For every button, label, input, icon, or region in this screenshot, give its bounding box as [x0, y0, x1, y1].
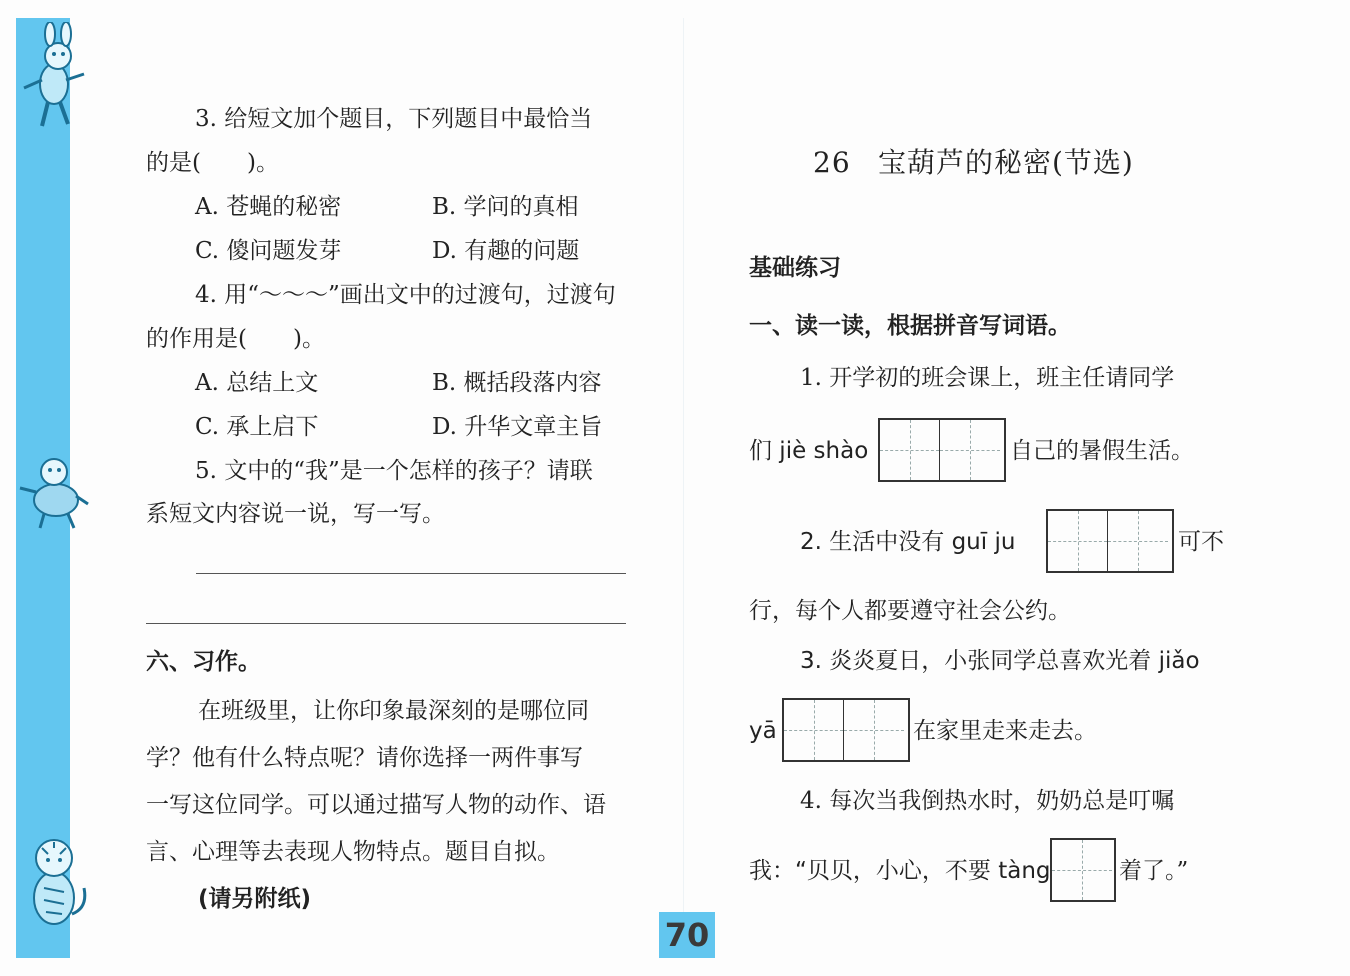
item3-line1: 3. 炎炎夏日，小张同学总喜欢光着 jiǎo — [800, 648, 1200, 674]
q3-text-line2: 的是( )。 — [146, 150, 279, 176]
writing-cell[interactable] — [1108, 511, 1168, 571]
item2-suffix: 可不 — [1178, 529, 1224, 555]
item1-pinyin: 们 jiè shào — [749, 438, 869, 464]
item4-prefix: 我：“贝贝，小心，不要 tàng — [749, 858, 1051, 884]
item3-suffix: 在家里走来走去。 — [913, 718, 1097, 744]
writing-cell[interactable] — [844, 700, 904, 760]
writing-cell[interactable] — [880, 420, 940, 480]
q3-text-line1: 3. 给短文加个题目，下列题目中最恰当 — [195, 106, 593, 132]
turtle-mascot-icon — [14, 448, 94, 538]
essay-prompt-line: 学？他有什么特点呢？请你选择一两件事写 — [146, 745, 583, 771]
essay-prompt-line: 言、心理等去表现人物特点。题目自拟。 — [146, 839, 560, 865]
item2-prefix: 2. 生活中没有 guī ju — [800, 529, 1016, 555]
lesson-number: 26 — [813, 146, 851, 179]
q5-text-line2: 系短文内容说一说，写一写。 — [146, 501, 445, 527]
essay-prompt-line: 一写这位同学。可以通过描写人物的动作、语 — [146, 792, 606, 818]
item1-line1: 1. 开学初的班会课上，班主任请同学 — [800, 365, 1175, 391]
page-gutter — [683, 18, 684, 958]
item1-writing-grid[interactable] — [878, 418, 1006, 482]
q4-option-b: B. 概括段落内容 — [432, 370, 602, 396]
basic-practice-heading: 基础练习 — [749, 255, 841, 281]
item3-writing-grid[interactable] — [782, 698, 910, 762]
part1-heading: 一、读一读，根据拼音写词语。 — [749, 313, 1071, 339]
writing-cell[interactable] — [784, 700, 844, 760]
q3-option-d: D. 有趣的问题 — [432, 238, 580, 264]
answer-line — [146, 623, 626, 624]
essay-note: (请另附纸) — [198, 886, 312, 912]
item3-pinyin: yā — [749, 718, 777, 744]
q4-option-a: A. 总结上文 — [195, 370, 319, 396]
q4-option-d: D. 升华文章主旨 — [432, 414, 603, 440]
answer-line — [196, 573, 626, 574]
q4-text-line2: 的作用是( )。 — [146, 326, 325, 352]
q4-text-line1: 4. 用“～～～”画出文中的过渡句，过渡句 — [195, 282, 616, 308]
writing-cell[interactable] — [1052, 840, 1112, 900]
item2-line2: 行，每个人都要遵守社会公约。 — [749, 598, 1071, 624]
q3-option-a: A. 苍蝇的秘密 — [195, 194, 342, 220]
q3-option-c: C. 傻问题发芽 — [195, 238, 342, 264]
item1-suffix: 自己的暑假生活。 — [1010, 438, 1194, 464]
lesson-title: 宝葫芦的秘密(节选) — [878, 146, 1134, 179]
rabbit-mascot-icon — [14, 22, 94, 137]
q4-option-c: C. 承上启下 — [195, 414, 319, 440]
tiger-mascot-icon — [14, 818, 94, 938]
writing-cell[interactable] — [1048, 511, 1108, 571]
essay-prompt-line: 在班级里，让你印象最深刻的是哪位同 — [198, 698, 589, 724]
item4-suffix: 着了。” — [1119, 858, 1189, 884]
item4-writing-grid[interactable] — [1050, 838, 1116, 902]
writing-cell[interactable] — [940, 420, 1000, 480]
q3-option-b: B. 学问的真相 — [432, 194, 579, 220]
page-number: 70 — [659, 912, 715, 958]
q5-text-line1: 5. 文中的“我”是一个怎样的孩子？请联 — [195, 458, 593, 484]
item4-line1: 4. 每次当我倒热水时，奶奶总是叮嘱 — [800, 788, 1175, 814]
item2-writing-grid[interactable] — [1046, 509, 1174, 573]
section6-heading: 六、习作。 — [146, 649, 261, 675]
